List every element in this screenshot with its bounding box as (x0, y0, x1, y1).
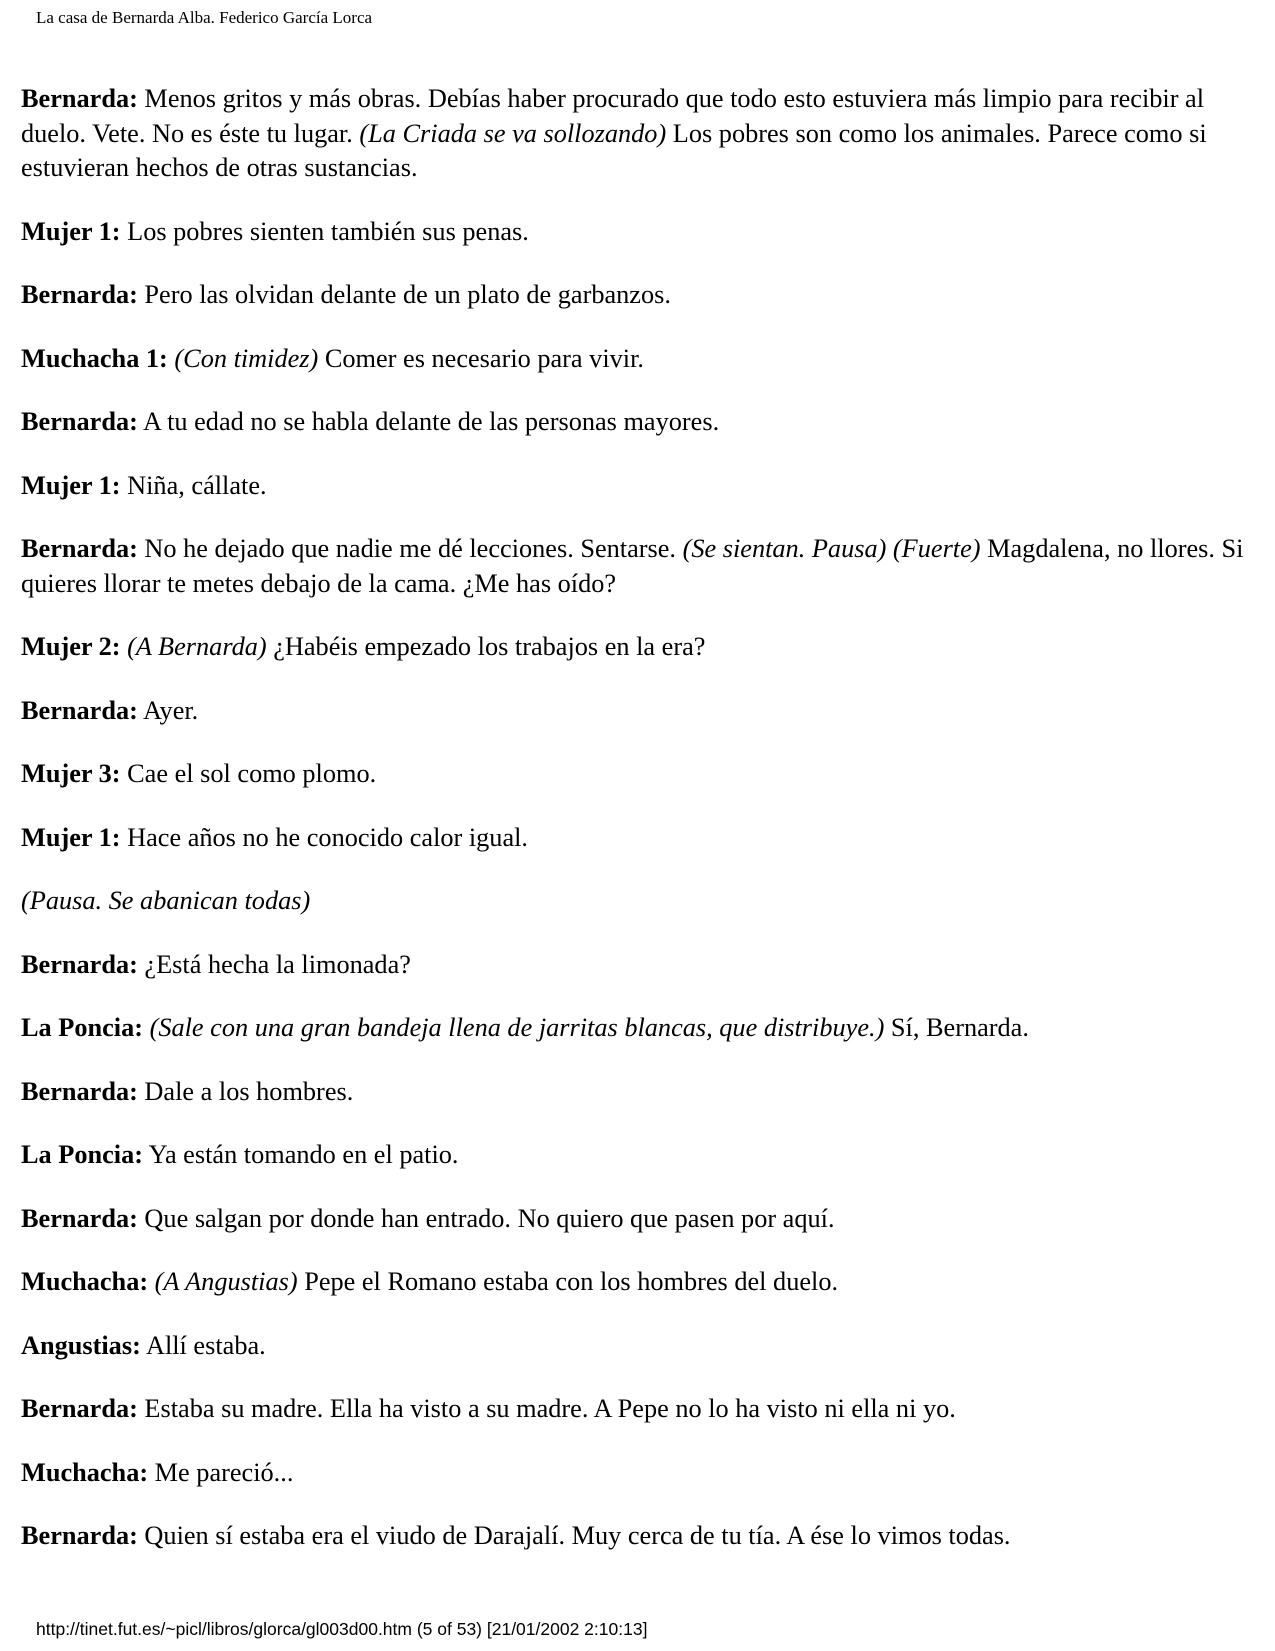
speaker-name: Bernarda: (21, 695, 138, 725)
speaker-name: Muchacha: (21, 1457, 149, 1487)
speech-text: Niña, cállate. (120, 470, 267, 500)
dialogue-line (21, 532, 1253, 601)
stage-direction: (Pausa. Se abanican todas) (21, 886, 311, 915)
speech-text: Menos gritos y más obras. Debías haber procurado que todo esto estuviera más limpio para recibir al duelo. Vete. No es éste tu lugar. (21, 84, 1205, 148)
dialogue-line (21, 405, 1253, 440)
stage-direction: (Sale con una gran bandeja llena de jarritas blancas, que distribuye.) (149, 1013, 885, 1042)
speech-text: Los pobres sienten también sus penas. (120, 216, 529, 246)
dialogue-line (21, 278, 1253, 313)
stage-direction: (A Bernarda) (127, 632, 267, 661)
speech-text: Magdalena, no llores. Si quieres llorar te metes debajo de la cama. ¿Me has oído? (21, 534, 1244, 598)
speech-text: A tu edad no se habla delante de las personas mayores. (137, 407, 720, 436)
speech-text: Que salgan por donde han entrado. No quiero que pasen por aquí. (137, 1203, 835, 1233)
dialogue-line (21, 469, 1253, 504)
dialogue-line (21, 342, 1253, 377)
speaker-name: Bernarda: (21, 280, 138, 309)
speech-text: ¿Está hecha la limonada? (137, 949, 411, 979)
dialogue-line (21, 884, 1253, 919)
speech-text (143, 1013, 150, 1042)
dialogue-line (21, 757, 1253, 792)
speech-text: Los pobres son como los animales. Parece como si estuvieran hechos de otras sustancias. (21, 118, 1207, 182)
speech-text: Ayer. (137, 695, 199, 725)
speech-text: Dale a los hombres. (137, 1076, 354, 1106)
stage-direction: (Se sientan. Pausa) (Fuerte) (682, 534, 981, 563)
speech-text: Allí estaba. (140, 1330, 266, 1360)
dialogue-line (21, 1392, 1253, 1427)
speech-text (148, 1267, 155, 1296)
speech-text: Ya están tomando en el patio. (142, 1140, 459, 1169)
speaker-name: La Poncia: (21, 1140, 143, 1169)
dialogue-line (21, 82, 1253, 186)
speaker-name: La Poncia: (21, 1013, 143, 1042)
speech-text: Cae el sol como plomo. (120, 759, 377, 788)
speech-text: Me pareció... (148, 1457, 294, 1487)
dialogue-line (21, 1519, 1253, 1554)
dialogue-line (21, 948, 1253, 983)
speech-text: ¿Habéis empezado los trabajos en la era? (266, 632, 706, 661)
dialogue-line (21, 215, 1253, 250)
speech-text: Sí, Bernarda. (884, 1013, 1029, 1042)
speech-text: Pepe el Romano estaba con los hombres del duelo. (297, 1267, 839, 1296)
speaker-name: Muchacha: (21, 1267, 149, 1296)
speech-text: Pero las olvidan delante de un plato de garbanzos. (137, 280, 671, 309)
page-header-title: La casa de Bernarda Alba. Federico García Lorca (36, 8, 373, 27)
speaker-name: Mujer 3: (21, 759, 121, 788)
speaker-name: Bernarda: (21, 407, 138, 436)
speech-text: Quien sí estaba era el viudo de Darajalí. Muy cerca de tu tía. A ése lo vimos todas. (137, 1521, 1011, 1550)
speech-text: Estaba su madre. Ella ha visto a su madre. A Pepe no lo ha visto ni ella ni yo. (137, 1394, 956, 1423)
speaker-name: Bernarda: (21, 1076, 138, 1106)
dialogue-line (21, 1456, 1253, 1491)
speech-text: Hace años no he conocido calor igual. (120, 822, 529, 852)
dialogue-line (21, 821, 1253, 856)
dialogue-line (21, 630, 1253, 665)
page-footer-url: http://tinet.fut.es/~picl/libros/glorca/gl003d00.htm (5 of 53) [21/01/2002 2:10:13] (36, 1619, 648, 1639)
speaker-name: Bernarda: (21, 1203, 138, 1233)
dialogue-line (21, 1265, 1253, 1300)
dialogue-line (21, 1138, 1253, 1173)
stage-direction: (A Angustias) (154, 1267, 298, 1296)
speaker-name: Angustias: (21, 1330, 141, 1360)
speaker-name: Mujer 2: (21, 632, 121, 661)
dialogue-line (21, 1329, 1253, 1364)
speaker-name: Bernarda: (21, 84, 138, 113)
dialogue-line (21, 1011, 1253, 1046)
speaker-name: Bernarda: (21, 949, 138, 979)
speaker-name: Mujer 1: (21, 470, 121, 500)
dialogue-line (21, 1075, 1253, 1110)
stage-direction: (La Criada se va sollozando) (359, 118, 667, 148)
dialogue-line (21, 1202, 1253, 1237)
stage-direction: (Con timidez) (174, 343, 319, 373)
dialogue-line (21, 694, 1253, 729)
speaker-name: Mujer 1: (21, 216, 121, 246)
speaker-name: Bernarda: (21, 534, 138, 563)
speaker-name: Mujer 1: (21, 822, 121, 852)
speaker-name: Bernarda: (21, 1394, 138, 1423)
speaker-name: Bernarda: (21, 1521, 138, 1550)
dialogue-body (21, 82, 1253, 1583)
speaker-name: Muchacha 1: (21, 343, 168, 373)
speech-text: No he dejado que nadie me dé lecciones. Sentarse. (137, 534, 683, 563)
speech-text: Comer es necesario para vivir. (318, 343, 644, 373)
